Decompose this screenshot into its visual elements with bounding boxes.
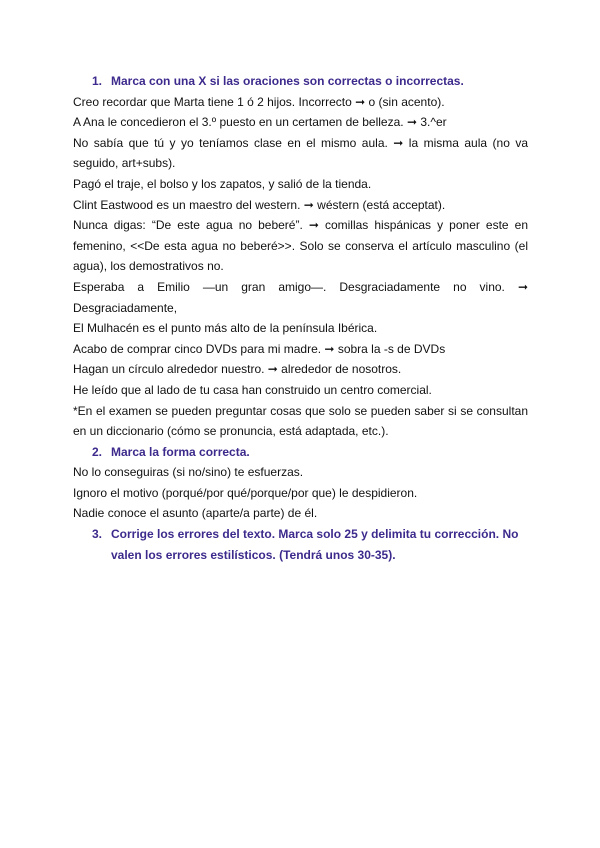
exercise-line: Clint Eastwood es un maestro del western. ➞ wéstern (está acceptat).	[73, 197, 446, 212]
exercise-line: No lo conseguiras (si no/sino) te esfuerzas.	[73, 465, 304, 480]
exercise-line: No sabía que tú y yo teníamos clase en el mismo aula. ➞ la misma aula (no va seguido, art+subs).	[73, 135, 528, 171]
exam-note: *En el examen se pueden preguntar cosas que solo se pueden saber si se consultan en un diccionario (cómo se pronuncia, está adaptada, etc.).	[73, 403, 528, 439]
section-3-title: Corrige los errores del texto. Marca solo 25 y delimita tu corrección. No valen los errores estilísticos. (Tendrá unos 30-35).	[111, 527, 519, 562]
section-1-heading	[73, 71, 528, 92]
section-1-title: Marca con una X si las oraciones son correctas o incorrectas.	[111, 74, 464, 88]
exercise-line: Nadie conoce el asunto (aparte/a parte) de él.	[73, 506, 318, 521]
section-3-number: 3.	[92, 527, 103, 542]
exercise-line: El Mulhacén es el punto más alto de la península Ibérica.	[73, 321, 378, 336]
section-3-heading	[73, 524, 528, 565]
exercise-line: Nunca digas: “De este agua no beberé”. ➞ comillas hispánicas y poner este en femenino, <<De esta agua no beberé>>. Solo se conserva el artículo masculino (el agua), los demostrativos no.	[73, 218, 528, 274]
exercise-line: Creo recordar que Marta tiene 1 ó 2 hijos. Incorrecto ➞ o (sin acento).	[73, 94, 445, 109]
exercise-line: Acabo de comprar cinco DVDs para mi madre. ➞ sobra la -s de DVDs	[73, 341, 446, 356]
exercise-line: Esperaba a Emilio —un gran amigo—. Desgraciadamente no vino. ➞ Desgraciadamente,	[73, 279, 528, 315]
document-body	[73, 71, 528, 565]
section-2-title: Marca la forma correcta.	[111, 444, 250, 459]
exercise-line: A Ana le concedieron el 3.º puesto en un certamen de belleza. ➞ 3.^er	[73, 115, 447, 130]
section-1-number: 1.	[92, 74, 103, 88]
section-2-number: 2.	[92, 444, 103, 459]
section-2-heading	[73, 442, 528, 463]
exercise-line: Ignoro el motivo (porqué/por qué/porque/por que) le despidieron.	[73, 485, 418, 500]
exercise-line: Hagan un círculo alrededor nuestro. ➞ alrededor de nosotros.	[73, 362, 402, 377]
exercise-line: He leído que al lado de tu casa han construido un centro comercial.	[73, 382, 432, 397]
exercise-line: Pagó el traje, el bolso y los zapatos, y salió de la tienda.	[73, 176, 372, 191]
